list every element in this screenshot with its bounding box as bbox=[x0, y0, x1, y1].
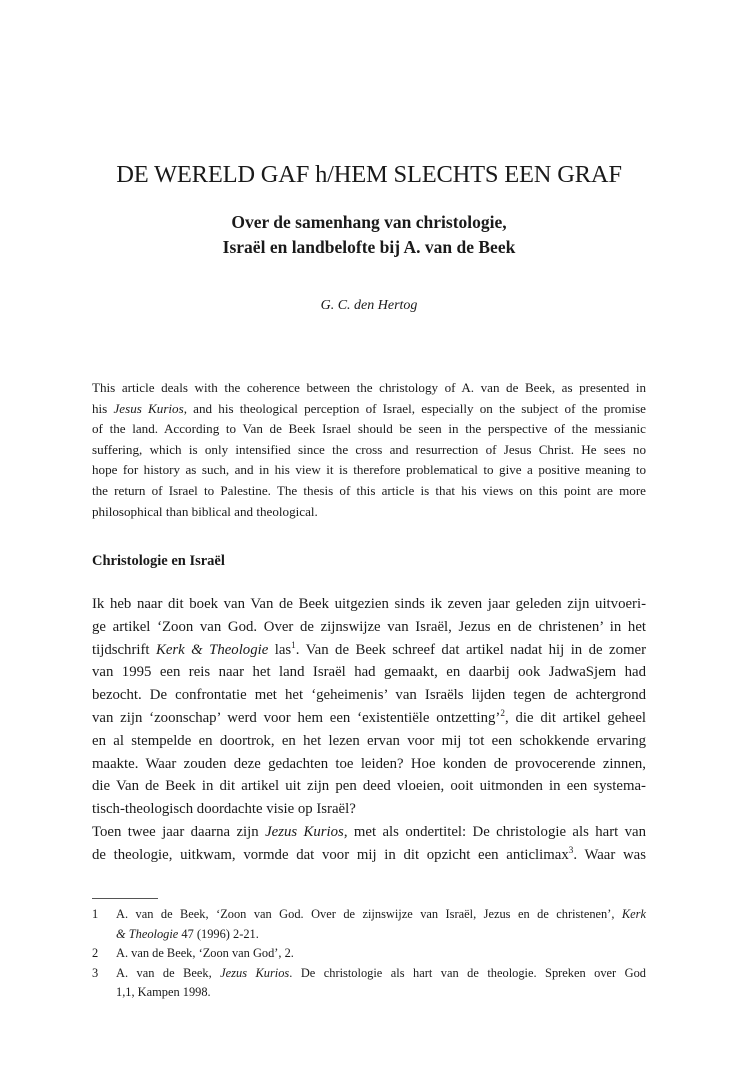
body-line bbox=[92, 593, 646, 616]
footnote-text: 47 (1996) 2-21. bbox=[178, 926, 259, 941]
body-line bbox=[92, 844, 646, 867]
body-text-run: , met als ondertitel: De christologie als hart van bbox=[343, 823, 646, 840]
footnote-journal-title: Kerk bbox=[621, 907, 646, 921]
footnote-text: A. van de Beek, bbox=[116, 965, 221, 980]
body-line bbox=[92, 616, 646, 639]
article-subtitle bbox=[0, 210, 738, 260]
body-line bbox=[92, 684, 646, 707]
body-line bbox=[92, 730, 646, 753]
footnote-number: 2 bbox=[92, 946, 99, 960]
subtitle-line-2: Israël en landbelofte bij A. van de Beek bbox=[222, 237, 516, 257]
book-title: Jezus Kurios bbox=[265, 823, 344, 840]
body-text bbox=[92, 593, 646, 867]
abstract-line bbox=[92, 399, 646, 420]
footnote-2 bbox=[92, 944, 646, 964]
footnote-separator bbox=[92, 898, 158, 899]
footnote-ref: 1 bbox=[291, 639, 296, 650]
footnote-text: 1,1, Kampen 1998. bbox=[116, 985, 211, 999]
footnote-line bbox=[116, 964, 646, 984]
footnote-text: . De christologie als hart van de theologie. Spreken over God bbox=[289, 965, 647, 980]
footnote-line bbox=[116, 944, 646, 964]
abstract-text: This article deals with the coherence between the christology of A. van de Beek, as presented in bbox=[92, 380, 646, 395]
body-line bbox=[92, 753, 646, 776]
footnote-ref: 2 bbox=[500, 708, 505, 719]
footnote-text: A. van de Beek, ‘Zoon van God’, 2. bbox=[116, 946, 294, 960]
body-text-run: , die dit artikel geheel bbox=[504, 709, 646, 726]
author-name: G. C. den Hertog bbox=[320, 298, 418, 313]
footnote-line bbox=[116, 905, 646, 925]
body-text-run: tisch-theologisch doordachte visie op Israël? bbox=[92, 801, 356, 818]
footnote-ref: 3 bbox=[568, 844, 574, 855]
footnote-3 bbox=[92, 964, 646, 1003]
abstract-text: the return of Israel to Palestine. The thesis of this article is that his views on this point are more bbox=[92, 482, 646, 498]
footnote-line bbox=[116, 983, 646, 1003]
body-line bbox=[92, 775, 646, 798]
abstract-book-title: Jesus Kurios bbox=[113, 400, 184, 416]
abstract-line bbox=[92, 440, 646, 461]
body-text-run: Toen twee jaar daarna zijn bbox=[92, 823, 266, 840]
body-text-run: tijdschrift bbox=[92, 641, 156, 658]
body-text-run: ge artikel ‘Zoon van God. Over de zijnswijze van Israël, Jezus en de christenen’ in het bbox=[92, 618, 646, 635]
footnote-journal-title: & Theologie bbox=[116, 926, 179, 941]
footnote-line bbox=[116, 925, 646, 945]
footnotes bbox=[92, 905, 646, 1003]
abstract-text: of the land. According to Van de Beek Israel should be seen in the perspective of the messianic bbox=[92, 421, 646, 437]
footnote-number: 1 bbox=[92, 907, 99, 921]
body-text-run: . Waar was bbox=[573, 846, 646, 863]
body-text-run: . Van de Beek schreef dat artikel nadat hij in de zomer bbox=[295, 641, 646, 658]
abstract-text: hope for history as such, and in his view it is therefore problematical to give a positive meaning to bbox=[92, 462, 646, 478]
body-text-run: van 1995 een reis naar het land Israël had gemaakt, en daarbij ook JadwaSjem had bbox=[92, 664, 646, 681]
footnote-book-title: Jezus Kurios bbox=[220, 965, 290, 980]
abstract-line bbox=[92, 502, 646, 523]
footnote-1 bbox=[92, 905, 646, 944]
abstract-text: suffering, which is only intensified since the cross and resurrection of Jesus Christ. He sees no bbox=[92, 441, 646, 457]
footnote-number: 3 bbox=[92, 965, 99, 980]
footnote-text: A. van de Beek, ‘Zoon van God. Over de zijnswijze van Israël, Jezus en de christenen’, bbox=[116, 907, 622, 921]
body-text-run: de theologie, uitkwam, vormde dat voor mij in dit opzicht een anticlimax bbox=[92, 846, 569, 863]
body-line bbox=[92, 821, 646, 844]
abstract-line bbox=[92, 378, 646, 399]
abstract-text: his bbox=[92, 400, 114, 416]
journal-title: Kerk & Theologie bbox=[155, 641, 269, 658]
abstract-text: , and his theological perception of Israel, especially on the subject of the promise bbox=[183, 400, 646, 416]
body-text-run: las bbox=[268, 641, 292, 658]
body-text-run: Ik heb naar dit boek van Van de Beek uitgezien sinds ik zeven jaar geleden zijn uitvoeri- bbox=[92, 596, 646, 612]
body-line bbox=[92, 639, 646, 662]
body-line bbox=[92, 798, 646, 821]
abstract-line bbox=[92, 460, 646, 481]
body-text-run: die Van de Beek in dit artikel uit zijn pen deed vloeien, ooit uitmonden in een systema- bbox=[92, 778, 646, 795]
abstract-line bbox=[92, 481, 646, 502]
abstract bbox=[92, 378, 646, 522]
body-text-run: van zijn ‘zoonschap’ werd voor hem een ‘existentiële ontzetting’ bbox=[92, 709, 501, 726]
abstract-text: philosophical than biblical and theological. bbox=[92, 503, 318, 519]
body-line bbox=[92, 661, 646, 684]
body-text-run: maakte. Waar zouden deze gedachten toe leiden? Hoe konden de provocerende zinnen, bbox=[92, 755, 646, 772]
abstract-line bbox=[92, 419, 646, 440]
section-heading: Christologie en Israël bbox=[92, 553, 225, 569]
article-title: DE WERELD GAF h/HEM SLECHTS EEN GRAF bbox=[116, 161, 622, 188]
body-text-run: bezocht. De confrontatie met het ‘geheimenis’ van Israëls lijden tegen de achtergrond bbox=[92, 687, 646, 704]
body-text-run: en al stempelde en doortrok, en het lezen ervan voor mij tot een schokkende ervaring bbox=[92, 732, 646, 749]
subtitle-line-1: Over de samenhang van christologie, bbox=[231, 212, 507, 232]
body-line bbox=[92, 707, 646, 730]
